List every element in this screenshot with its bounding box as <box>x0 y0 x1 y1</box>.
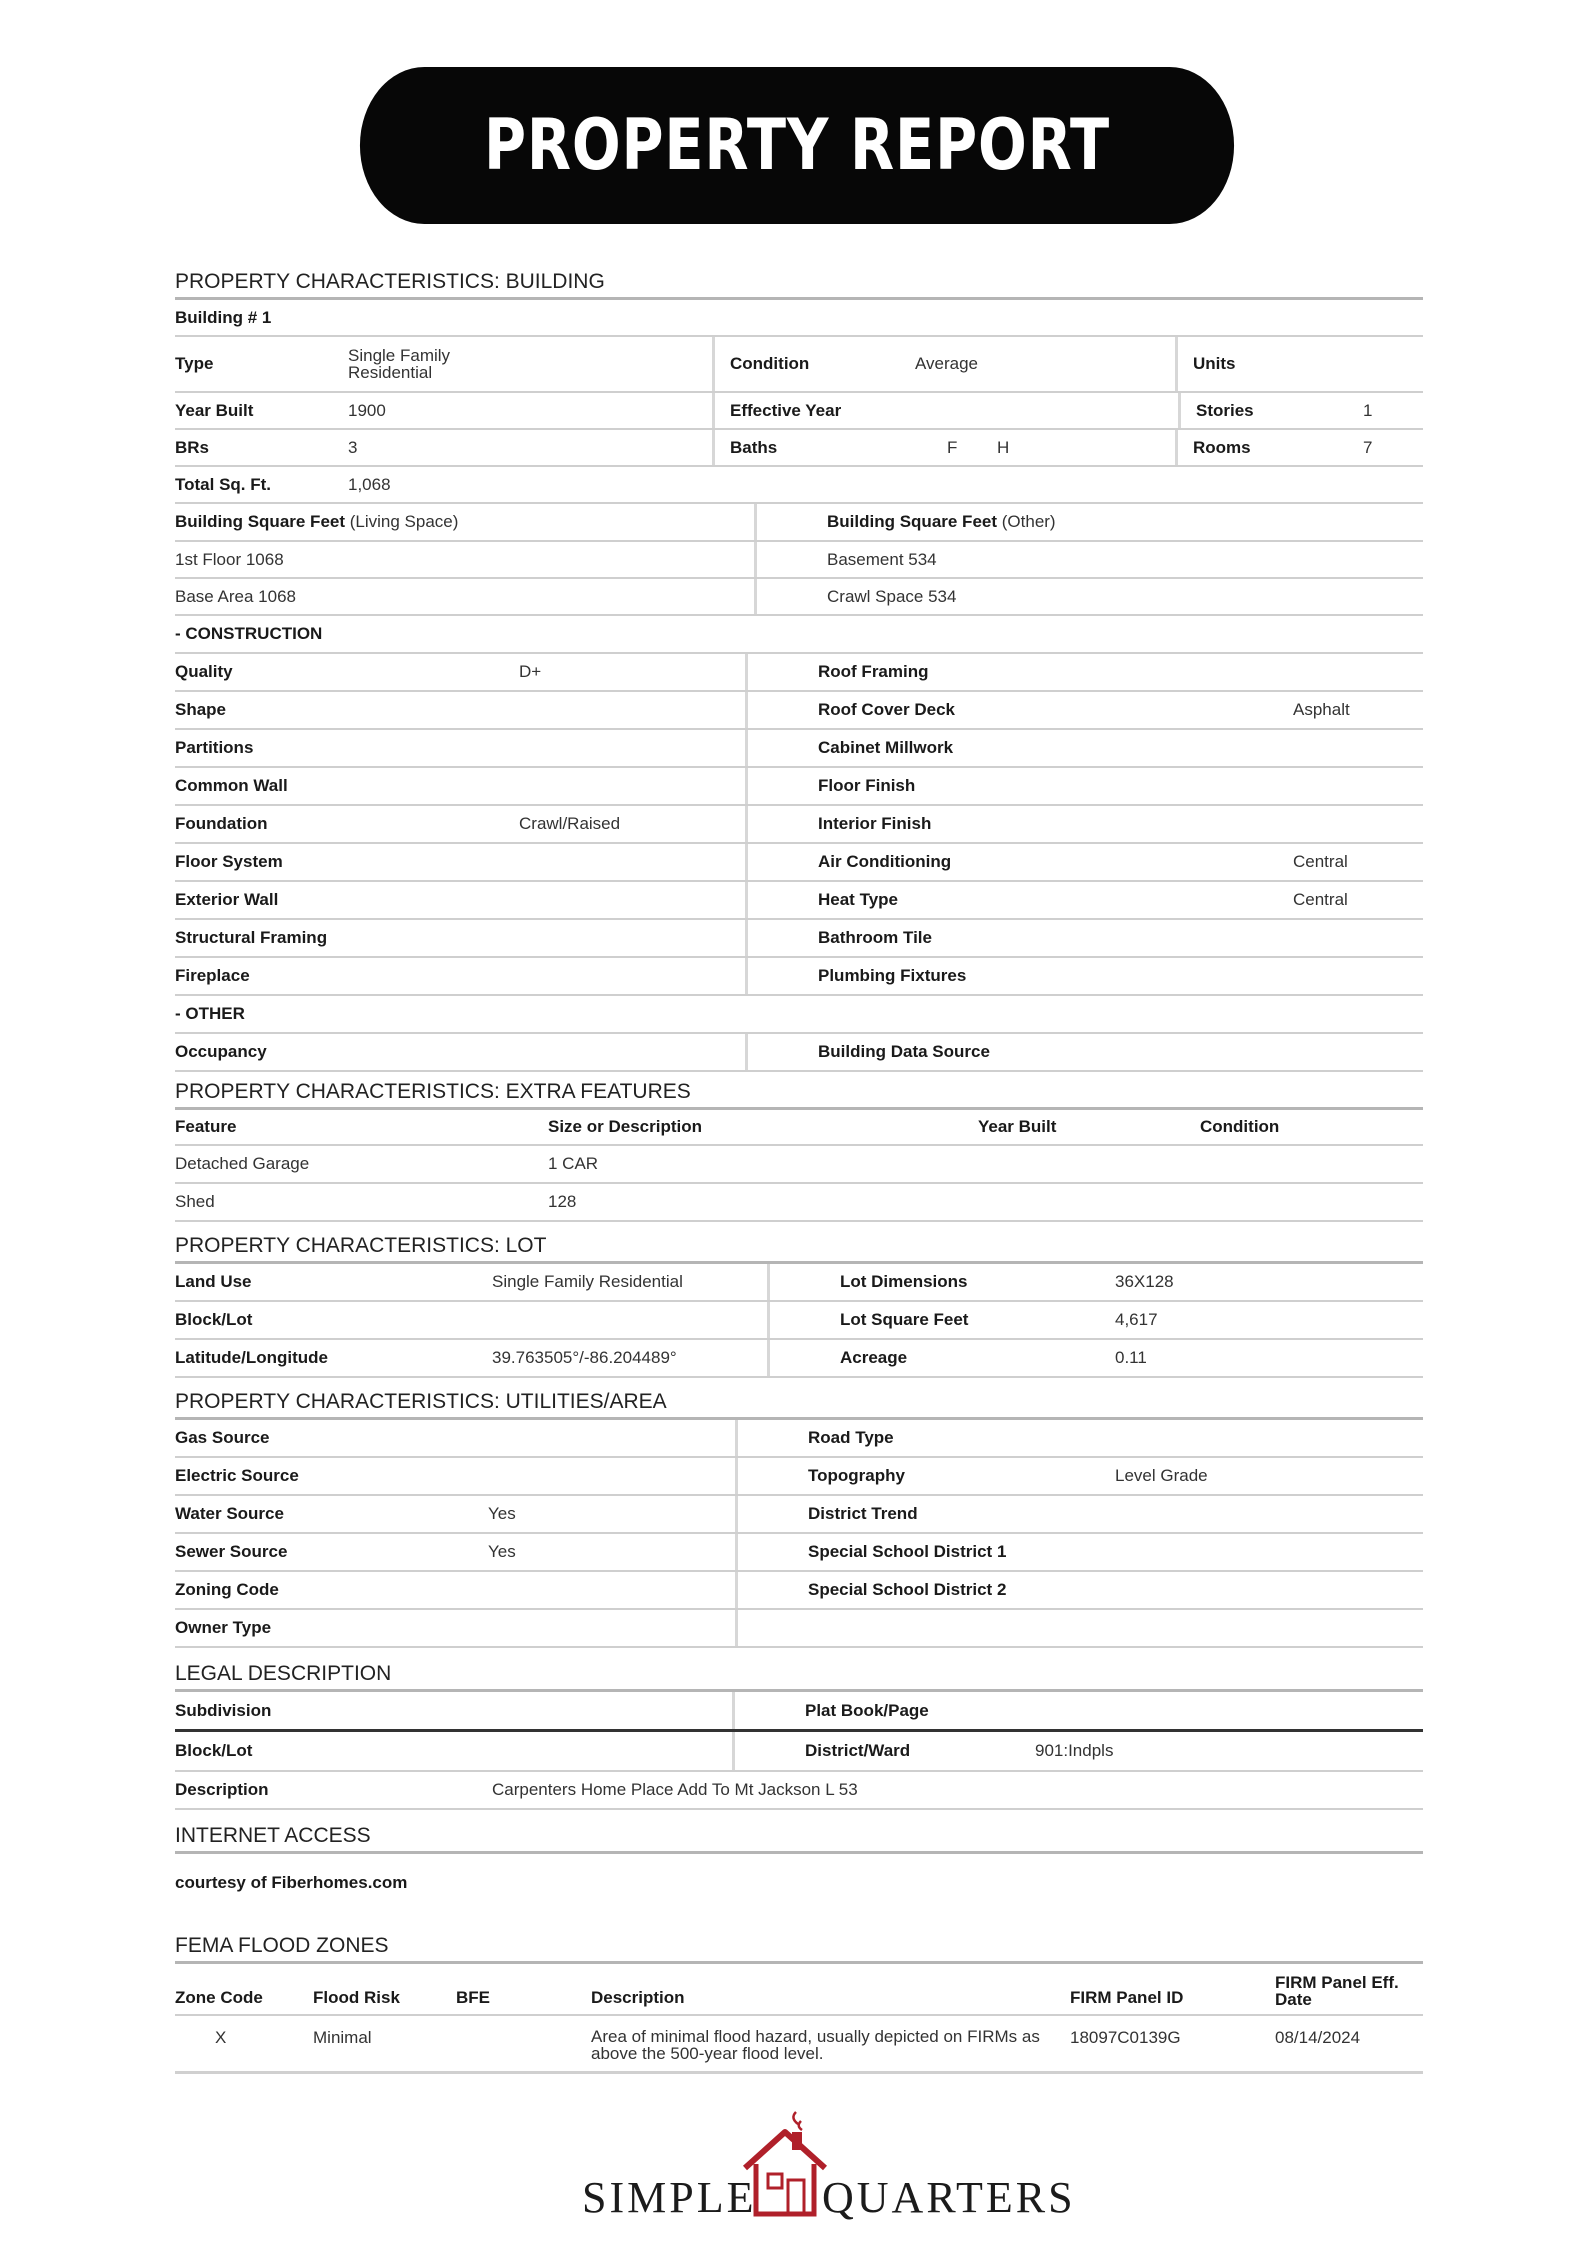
zone-code-value: X <box>215 2028 227 2047</box>
table-row <box>175 1534 1423 1572</box>
table-row <box>175 1772 1423 1810</box>
table-row <box>175 393 1423 430</box>
row-value: D+ <box>519 654 748 690</box>
row-label: Electric Source <box>175 1466 299 1485</box>
row-value: 4,617 <box>1115 1310 1158 1329</box>
row-value <box>1115 1572 1423 1608</box>
section-title-building: PROPERTY CHARACTERISTICS: BUILDING <box>175 270 1423 300</box>
table-row <box>175 692 1423 730</box>
extra-features-table <box>175 1146 1423 1222</box>
row-value: 36X128 <box>1115 1272 1174 1291</box>
table-row <box>175 1496 1423 1534</box>
row-label: Floor Finish <box>818 776 916 795</box>
section-title-legal: LEGAL DESCRIPTION <box>175 1662 1423 1692</box>
row-value <box>519 882 748 918</box>
row-value <box>1293 806 1423 842</box>
building-number-row <box>175 300 1423 337</box>
row-label: Air Conditioning <box>818 852 952 871</box>
baths-label: Baths <box>730 437 778 457</box>
row-label: Quality <box>175 662 233 681</box>
rooms-value: 7 <box>1363 437 1373 457</box>
row-value: Yes <box>488 1534 738 1570</box>
row-value: Level Grade <box>1115 1466 1208 1485</box>
feature-cell: Detached Garage <box>175 1154 310 1173</box>
row-label: Heat Type <box>818 890 898 909</box>
table-row <box>175 768 1423 806</box>
row-value <box>1115 1610 1423 1646</box>
table-row <box>175 542 1423 579</box>
row-label: Structural Framing <box>175 928 328 947</box>
table-row <box>175 806 1423 844</box>
col-size: Size or Description <box>548 1117 702 1136</box>
building-number: Building # 1 <box>175 307 272 327</box>
row-label: Topography <box>808 1466 905 1485</box>
row-value <box>488 1458 738 1494</box>
construction-header: - CONSTRUCTION <box>175 616 1423 654</box>
row-label: Acreage <box>840 1348 908 1367</box>
col-condition: Condition <box>1200 1117 1280 1136</box>
row-label: Zoning Code <box>175 1580 279 1599</box>
total-sqft-value: 1,068 <box>348 474 391 494</box>
table-row <box>175 1420 1423 1458</box>
table-row <box>175 1610 1423 1648</box>
table-row <box>175 730 1423 768</box>
table-row <box>175 430 1423 467</box>
row-label: Lot Dimensions <box>840 1272 968 1291</box>
row-value <box>519 920 748 956</box>
row-value <box>488 1420 738 1456</box>
internet-section <box>175 1824 1423 1912</box>
row-label <box>738 1610 1115 1646</box>
firm-panel-id-value: 18097C0139G <box>1070 2028 1181 2047</box>
internet-courtesy: courtesy of Fiberhomes.com <box>175 1873 408 1892</box>
row-label: Lot Square Feet <box>840 1310 969 1329</box>
type-value: Single Family Residential <box>348 337 715 391</box>
table-row <box>175 654 1423 692</box>
brs-value: 3 <box>348 430 715 465</box>
table-row <box>175 1264 1423 1302</box>
table-row <box>175 1184 1423 1222</box>
row-label: Cabinet Millwork <box>818 738 954 757</box>
subdivision-label: Subdivision <box>175 1692 735 1729</box>
row-value: Asphalt <box>1293 700 1350 719</box>
row-value <box>1293 768 1423 804</box>
legal-section <box>175 1662 1423 1810</box>
description-label: Description <box>175 1780 269 1799</box>
row-value <box>1293 958 1423 994</box>
flood-risk-value: Minimal <box>313 2028 372 2047</box>
feature-cell: Shed <box>175 1192 215 1211</box>
col-feature: Feature <box>175 1117 237 1136</box>
row-label: Special School District 1 <box>808 1542 1007 1561</box>
stories-value: 1 <box>1363 400 1373 420</box>
row-label: Partitions <box>175 738 254 757</box>
baths-full: F <box>947 437 958 457</box>
size-cell: 128 <box>548 1192 577 1211</box>
row-label: Water Source <box>175 1504 284 1523</box>
effective-year-label: Effective Year <box>730 400 842 420</box>
section-title-fema: FEMA FLOOD ZONES <box>175 1934 1423 1964</box>
row-value <box>519 768 748 804</box>
occupancy-label: Occupancy <box>175 1034 748 1070</box>
table-row <box>175 1572 1423 1610</box>
table-row <box>175 882 1423 920</box>
row-value <box>1115 1496 1423 1532</box>
row-label: Block/Lot <box>175 1310 253 1329</box>
row-value <box>488 1610 738 1646</box>
row-label: District Trend <box>808 1504 918 1523</box>
table-row <box>175 958 1423 996</box>
firm-panel-eff-date-value: 08/14/2024 <box>1275 2028 1361 2047</box>
living-space-heading: Building Square Feet (Living Space) <box>175 504 757 540</box>
building-section <box>175 270 1423 1072</box>
col-year-built: Year Built <box>978 1117 1057 1136</box>
stories-label: Stories <box>1178 393 1363 428</box>
col-description: Description <box>591 1988 685 2007</box>
row-value: 0.11 <box>1115 1348 1147 1367</box>
brand-logo <box>582 2110 1076 2225</box>
table-header-row <box>175 1110 1423 1146</box>
row-value <box>519 844 748 880</box>
section-title-lot: PROPERTY CHARACTERISTICS: LOT <box>175 1234 1423 1264</box>
table-row <box>175 1340 1423 1378</box>
col-firm-panel-id: FIRM Panel ID <box>1070 1988 1184 2007</box>
table-row <box>175 504 1423 542</box>
col-flood-risk: Flood Risk <box>313 1988 400 2007</box>
page-title: PROPERTY REPORT <box>360 67 1234 224</box>
fema-section <box>175 1934 1423 2074</box>
table-row <box>175 579 1423 616</box>
year-built-label: Year Built <box>175 400 254 420</box>
row-value: Central <box>1293 890 1348 909</box>
row-label: Special School District 2 <box>808 1580 1007 1599</box>
row-label: Road Type <box>808 1428 894 1447</box>
row-label: Plumbing Fixtures <box>818 966 967 985</box>
row-label: Floor System <box>175 852 283 871</box>
row-label: Land Use <box>175 1272 252 1291</box>
row-value: Yes <box>488 1496 738 1532</box>
row-value: Central <box>1293 852 1348 871</box>
plat-book-label: Plat Book/Page <box>805 1700 929 1720</box>
table-row <box>175 844 1423 882</box>
table-row <box>175 920 1423 958</box>
section-title-extra-features: PROPERTY CHARACTERISTICS: EXTRA FEATURES <box>175 1080 1423 1110</box>
table-row <box>175 1692 1423 1732</box>
section-title-utilities: PROPERTY CHARACTERISTICS: UTILITIES/AREA <box>175 1390 1423 1420</box>
row-label: Sewer Source <box>175 1542 288 1561</box>
row-label: Roof Framing <box>818 662 929 681</box>
col-firm-panel-eff-date: FIRM Panel Eff. Date <box>1275 1973 1399 2009</box>
row-value <box>519 692 748 728</box>
row-label: Latitude/Longitude <box>175 1348 328 1367</box>
units-label: Units <box>1193 354 1236 373</box>
size-cell: 1 CAR <box>548 1154 599 1173</box>
description-value: Carpenters Home Place Add To Mt Jackson L 53 <box>492 1780 858 1799</box>
row-value <box>519 958 748 994</box>
col-bfe: BFE <box>456 1988 490 2007</box>
table-row <box>175 337 1423 393</box>
year-built-value: 1900 <box>348 393 715 428</box>
table-row <box>175 1458 1423 1496</box>
other-header: - OTHER <box>175 996 1423 1034</box>
row-label: Common Wall <box>175 776 288 795</box>
brand-text-left: SIMPLE <box>582 2173 757 2222</box>
rooms-label: Rooms <box>1193 437 1251 457</box>
crawl-space: Crawl Space 534 <box>827 586 957 606</box>
row-value <box>1115 1420 1423 1456</box>
building-data-source-label: Building Data Source <box>818 1042 990 1061</box>
row-label: Roof Cover Deck <box>818 700 955 719</box>
utilities-section <box>175 1390 1423 1648</box>
row-label: Fireplace <box>175 966 250 985</box>
block-lot-label: Block/Lot <box>175 1732 735 1770</box>
district-ward-value: 901:Indpls <box>1035 1741 1114 1760</box>
section-title-internet: INTERNET ACCESS <box>175 1824 1423 1854</box>
table-header-row <box>175 1964 1423 2016</box>
type-label: Type <box>175 354 214 373</box>
condition-value: Average <box>915 337 1178 391</box>
construction-table <box>175 654 1423 996</box>
table-row <box>175 1732 1423 1772</box>
row-label: Exterior Wall <box>175 890 279 909</box>
row-value: Crawl/Raised <box>519 806 748 842</box>
base-area: Base Area 1068 <box>175 579 757 614</box>
baths-half: H <box>997 430 1178 465</box>
other-space-heading: Building Square Feet (Other) <box>827 512 1056 531</box>
table-row <box>175 467 1423 504</box>
lot-table <box>175 1264 1423 1378</box>
row-value: Single Family Residential <box>492 1264 770 1300</box>
row-value <box>488 1572 738 1608</box>
description-value: Area of minimal flood hazard, usually depicted on FIRMs as above the 500-year flood level. <box>591 2027 1040 2063</box>
table-row <box>175 1302 1423 1340</box>
row-value <box>1115 1534 1423 1570</box>
table-row <box>175 1034 1423 1072</box>
row-value <box>519 730 748 766</box>
basement: Basement 534 <box>827 549 937 569</box>
district-ward-label: District/Ward <box>805 1741 911 1760</box>
extra-features-section <box>175 1080 1423 1222</box>
table-row <box>175 1146 1423 1184</box>
total-sqft-label: Total Sq. Ft. <box>175 474 272 494</box>
row-value <box>1293 654 1423 690</box>
row-label: Foundation <box>175 814 268 833</box>
row-value <box>1293 730 1423 766</box>
table-row <box>175 2016 1423 2074</box>
row-label: Interior Finish <box>818 814 932 833</box>
brand-text-right: QUARTERS <box>822 2173 1076 2222</box>
utilities-table <box>175 1420 1423 1648</box>
row-value <box>1293 920 1423 956</box>
row-label: Bathroom Tile <box>818 928 932 947</box>
first-floor: 1st Floor 1068 <box>175 542 757 577</box>
row-value <box>492 1302 770 1338</box>
brs-label: BRs <box>175 437 210 457</box>
row-value: 39.763505°/-86.204489° <box>492 1340 770 1376</box>
row-label: Gas Source <box>175 1428 270 1447</box>
lot-section <box>175 1234 1423 1378</box>
col-zone-code: Zone Code <box>175 1988 263 2007</box>
house-icon <box>740 2110 830 2222</box>
condition-label: Condition <box>730 354 810 373</box>
row-label: Shape <box>175 700 227 719</box>
row-label: Owner Type <box>175 1618 272 1637</box>
